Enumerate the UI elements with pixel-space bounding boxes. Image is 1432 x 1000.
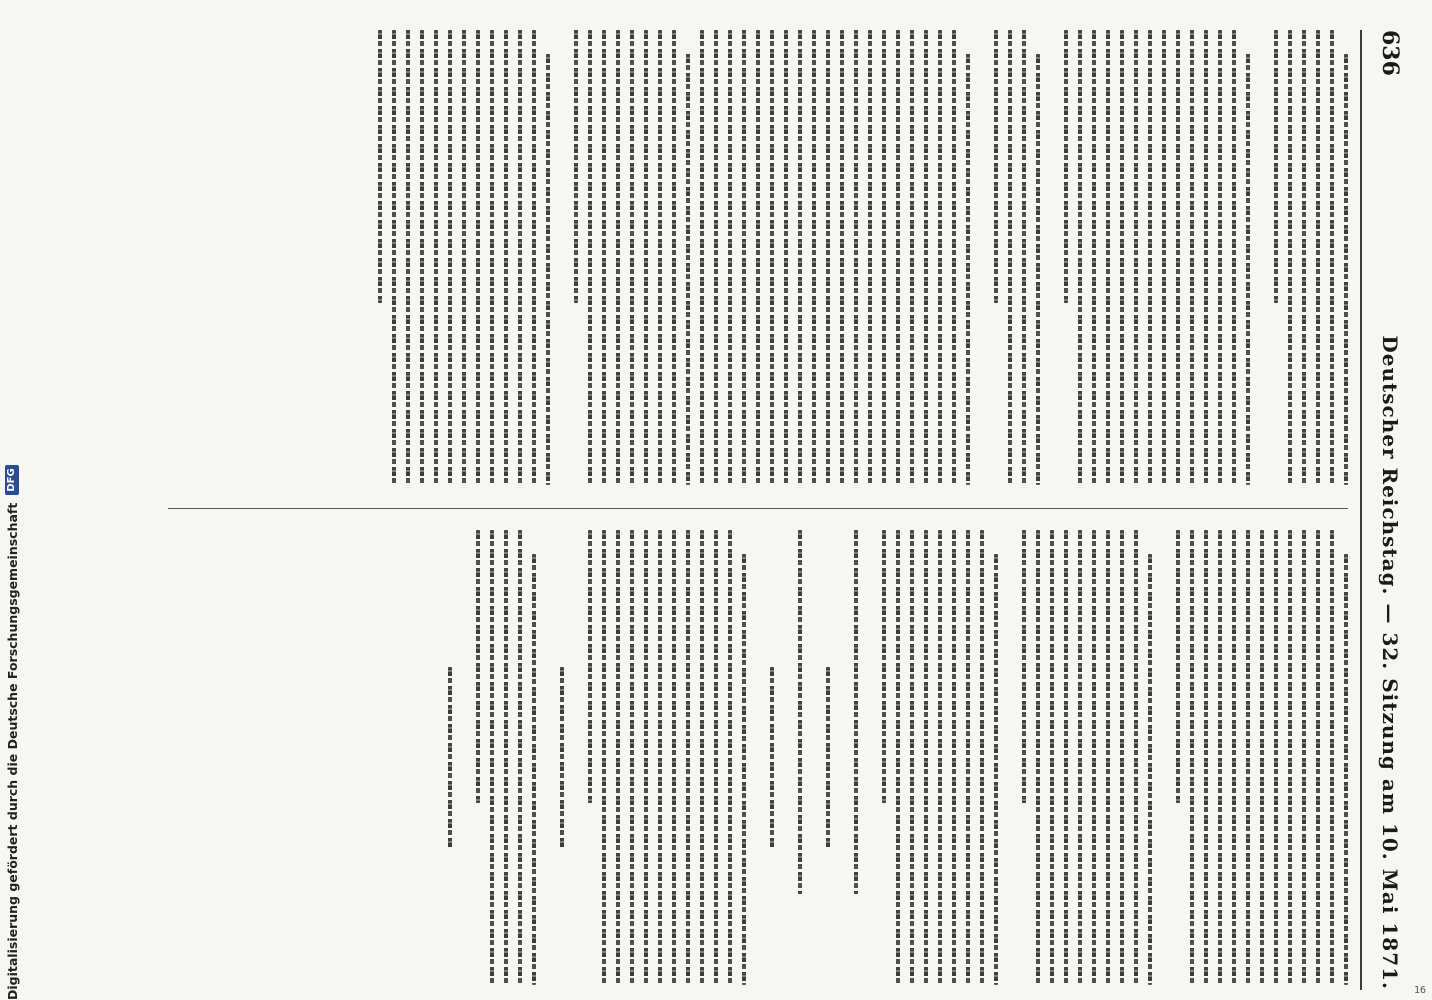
text-line [1218, 30, 1222, 485]
text-line [994, 554, 998, 985]
text-line [1176, 30, 1180, 485]
rotated-sheet [110, 30, 1410, 990]
text-line [700, 30, 704, 485]
text-line [490, 530, 494, 985]
text-line [924, 530, 928, 985]
text-line [630, 30, 634, 485]
text-line [1176, 530, 1180, 803]
text-line [1190, 530, 1194, 985]
text-line [1316, 30, 1320, 485]
column-divider [168, 508, 1348, 509]
paragraph-gap [746, 530, 760, 985]
paragraph-gap [802, 530, 816, 985]
paragraph-gap [858, 530, 872, 985]
text-line [770, 30, 774, 485]
text-line [700, 530, 704, 985]
text-line [1232, 530, 1236, 985]
text-line [1232, 30, 1236, 485]
text-line [1036, 530, 1040, 985]
text-line [518, 30, 522, 485]
paragraph-gap [452, 530, 466, 985]
text-line [560, 667, 564, 849]
text-line [840, 30, 844, 485]
text-column-left [168, 30, 1348, 485]
text-line [644, 530, 648, 985]
text-line [672, 30, 676, 485]
text-line [434, 30, 438, 485]
text-line [504, 530, 508, 985]
text-line [1134, 30, 1138, 485]
text-line [952, 530, 956, 985]
text-line [714, 530, 718, 985]
text-line [448, 667, 452, 849]
page-number: 636 [1377, 30, 1403, 76]
text-line [518, 530, 522, 985]
text-line [1316, 530, 1320, 985]
text-line [1288, 530, 1292, 985]
text-line [798, 530, 802, 894]
text-line [826, 30, 830, 485]
text-line [1106, 530, 1110, 985]
text-line [798, 30, 802, 485]
text-line [784, 30, 788, 485]
text-line [476, 30, 480, 485]
text-line [882, 30, 886, 485]
text-line [406, 30, 410, 485]
text-line [602, 30, 606, 485]
text-line [1148, 554, 1152, 985]
text-line [1092, 30, 1096, 485]
text-line [672, 530, 676, 985]
text-line [462, 30, 466, 485]
text-line [1246, 530, 1250, 985]
paragraph-gap [970, 30, 984, 485]
text-line [1064, 30, 1068, 303]
text-line [896, 30, 900, 485]
text-line [616, 530, 620, 985]
paragraph-gap [536, 530, 550, 985]
text-line [952, 30, 956, 485]
text-line [882, 530, 886, 803]
paragraph-gap [1152, 530, 1166, 985]
text-line [966, 54, 970, 485]
text-line [1120, 530, 1124, 985]
text-line [616, 30, 620, 485]
text-line [420, 30, 424, 485]
text-line [532, 554, 536, 985]
text-line [630, 530, 634, 985]
running-head: Deutscher Reichstag. — 32. Sitzung am 10. Mai 1871. [1378, 335, 1402, 990]
text-line [1330, 30, 1334, 485]
paragraph-gap [830, 530, 844, 985]
text-line [1050, 530, 1054, 985]
text-line [1036, 54, 1040, 485]
text-line [868, 30, 872, 485]
text-line [1246, 54, 1250, 485]
text-line [574, 30, 578, 303]
text-line [546, 54, 550, 485]
paragraph-gap [564, 530, 578, 985]
text-line [1302, 30, 1306, 485]
text-line [392, 30, 396, 485]
text-line [1134, 530, 1138, 985]
text-line [1204, 530, 1208, 985]
text-line [980, 530, 984, 985]
text-line [924, 30, 928, 485]
text-line [1092, 530, 1096, 985]
text-line [476, 530, 480, 803]
text-line [1022, 530, 1026, 803]
text-line [490, 30, 494, 485]
text-line [532, 30, 536, 485]
text-line [770, 667, 774, 849]
paragraph-gap [1040, 30, 1054, 485]
digitization-credit [2, 20, 22, 1000]
text-line [1022, 30, 1026, 485]
text-line [1274, 30, 1278, 303]
text-line [728, 30, 732, 485]
text-line [588, 30, 592, 485]
text-line [1078, 30, 1082, 485]
text-line [504, 30, 508, 485]
text-line [1204, 30, 1208, 485]
text-line [812, 30, 816, 485]
paragraph-gap [998, 530, 1012, 985]
text-line [910, 530, 914, 985]
text-line [1344, 554, 1348, 985]
text-line [1008, 30, 1012, 485]
text-line [1064, 530, 1068, 985]
text-line [714, 30, 718, 485]
text-line [966, 530, 970, 985]
text-line [686, 54, 690, 485]
paragraph-gap [774, 530, 788, 985]
text-line [756, 30, 760, 485]
text-line [1078, 530, 1082, 985]
text-line [826, 667, 830, 849]
text-line [938, 530, 942, 985]
text-line [1190, 30, 1194, 485]
text-line [742, 554, 746, 985]
text-line [1288, 30, 1292, 485]
page-header [1370, 30, 1410, 990]
text-line [1218, 530, 1222, 985]
text-line [602, 530, 606, 985]
text-line [686, 530, 690, 985]
text-line [742, 30, 746, 485]
text-line [1274, 530, 1278, 985]
paragraph-gap [550, 30, 564, 485]
text-line [896, 530, 900, 985]
text-line [854, 530, 858, 894]
text-line [588, 530, 592, 803]
text-line [1106, 30, 1110, 485]
text-line [938, 30, 942, 485]
text-line [994, 30, 998, 303]
text-line [658, 30, 662, 485]
text-column-right [168, 530, 1348, 985]
text-line [644, 30, 648, 485]
text-line [1162, 30, 1166, 485]
text-line [378, 30, 382, 303]
header-rule [1360, 30, 1362, 990]
text-line [1148, 30, 1152, 485]
text-line [448, 30, 452, 485]
paragraph-gap [1250, 30, 1264, 485]
text-line [658, 530, 662, 985]
text-line [1120, 30, 1124, 485]
text-line [854, 30, 858, 485]
text-line [728, 530, 732, 985]
text-line [1344, 54, 1348, 485]
text-line [1260, 530, 1264, 985]
text-line [1302, 530, 1306, 985]
sheet-number: 16 [1413, 985, 1426, 996]
text-line [910, 30, 914, 485]
text-line [1330, 530, 1334, 985]
credit-text: Digitalisierung gefördert durch die Deutsche Forschungsgemeinschaft [4, 502, 20, 1000]
dfg-logo: DFG [5, 465, 19, 494]
